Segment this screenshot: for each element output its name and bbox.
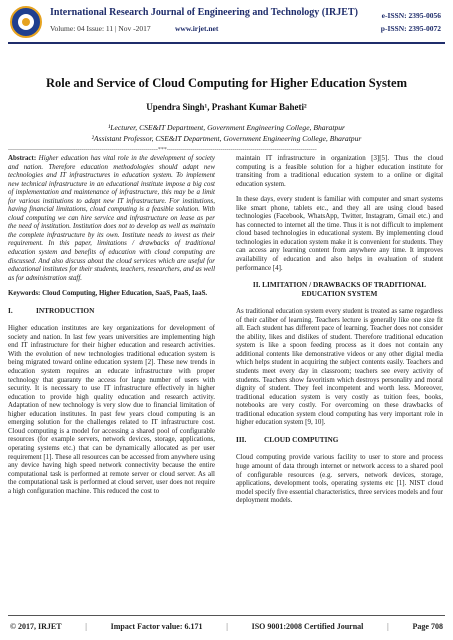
issn-block bbox=[381, 9, 441, 35]
limitations-text: As traditional education system every student is treated as same regardless of their caliber of learning. Teachers lecture is generally like one size fit all. Each student has different pace of learning. Teacher does not consider the ability, likes and dislikes of student. Therefore traditional education system is like a spoon feeding process as it does not contain any additional contents like demonstrative videos or any other digital media which helps student in acquiring the subject contents easily. Teachers and students meet every day in classroom; teachers see every activity of students. Teachers show favoritism which destroys personality and moral dignity of student. They feel incompetent and worth less. Moreover, traditional education system is very costly as tuition fees, books, notebooks are very costly. For overcoming on these drawbacks of traditional education system cloud computing has very important role in higher education system [9, 10]. bbox=[236, 307, 443, 427]
journal-logo-icon bbox=[10, 6, 42, 38]
footer-text bbox=[10, 622, 443, 631]
pissn: p-ISSN: 2395-0072 bbox=[380, 24, 441, 33]
page-footer bbox=[0, 614, 453, 640]
journal-website[interactable]: www.irjet.net bbox=[175, 24, 219, 33]
section-heading-limitations: II. LIMITATION / DRAWBACKS OF TRADITIONAL EDUCATION SYSTEM bbox=[252, 280, 427, 298]
footer-rule bbox=[8, 615, 445, 616]
footer-separator: | bbox=[85, 622, 87, 631]
journal-name: International Research Journal of Engineering and Technology (IRJET) bbox=[50, 7, 358, 18]
footer-impact-factor: Impact Factor value: 6.171 bbox=[110, 622, 203, 631]
footer-separator: | bbox=[226, 622, 228, 631]
left-column bbox=[8, 154, 215, 502]
keywords: Keywords: Cloud Computing, Higher Education, SaaS, PaaS, IaaS. bbox=[8, 289, 208, 298]
right-column bbox=[236, 154, 443, 512]
footer-iso: ISO 9001:2008 Certified Journal bbox=[251, 622, 364, 631]
footer-copyright: © 2017, IRJET bbox=[10, 622, 62, 631]
section-heading-cloud-computing bbox=[236, 436, 443, 445]
footer-separator: | bbox=[387, 622, 389, 631]
section-number: III. bbox=[236, 434, 247, 444]
section-number: I. bbox=[8, 305, 13, 315]
eissn: e-ISSN: 2395-0056 bbox=[381, 11, 441, 20]
affiliation-1: ¹Lecturer, CSE&IT Department, Government Engineering College, Bharatpur bbox=[107, 123, 346, 132]
cloud-computing-text: Cloud computing provide various facility to user to store and process huge amount of data through internet or network access to a shared pool of configurable resources (e.g. servers, network devices, storage, applications, development tools, operating systems etc [1]. NIST cloud model specify five essential characteristics, three services models and four deployment models. bbox=[236, 453, 443, 505]
header-rule bbox=[8, 42, 445, 44]
paper-authors: Upendra Singh¹, Prashant Kumar Baheti² bbox=[146, 102, 307, 112]
affiliation-2: ²Assistant Professor, CSE&IT Department, Government Engineering College, Bharatpur bbox=[91, 134, 362, 143]
section-divider: ---------------------------------------------------------------------------***--------------------------------------------------------------------------- bbox=[8, 147, 317, 153]
abstract-text: Higher education has vital role in the development of society and nation. Therefore education methodologies should adapt new technologies and IT infrastructures in education system. To implement new technical infrastructure in an educational institute impose a big cost of implementation and maintenance of infrastructure, this may be a limit for various institutions to adapt new IT infrastructure. For institutions, having financial limitations, cloud computing is a feasible solution. With cloud computing we can hire service and infrastructure on lease as per the need of institution. Institution does not to develop as well as maintain the complete infrastructure by its own. Institute needs to invest as their requirement. In this paper, limitations / drawbacks of traditional education system and benefits of education with cloud computing are discussed. And also discuss about the cloud services which are useful for educational institutes for their students, teachers, researchers, and as well as for administration staff. bbox=[8, 154, 215, 282]
abstract bbox=[8, 154, 215, 282]
section-title: INTRODUCTION bbox=[36, 305, 95, 315]
footer-page-number: Page 708 bbox=[412, 622, 443, 631]
paragraph: In these days, every student is familiar with computer and smart systems like smart phone, tablets etc., and they all are using cloud based technologies (Facebook, WhatsApp, Twitter, Instagram, Gmail etc.) and has connected to internet all the time. Thus it is not difficult to implement cloud based technologies in educational system. By implementing cloud technologies in education system make it is convenient for students. They can access any learning content from anywhere any time. It improves availability of education and also helps in evaluation of student performance [4]. bbox=[236, 195, 443, 272]
abstract-label: Abstract: bbox=[8, 154, 37, 162]
volume-issue: Volume: 04 Issue: 11 | Nov -2017 bbox=[50, 24, 151, 33]
section-heading-introduction bbox=[8, 307, 215, 316]
paragraph: maintain IT infrastructure in organization [3][5]. Thus the cloud computing is a feasible solution for a higher education institute for transiting from a traditional education system to a online or digital education system. bbox=[236, 154, 443, 188]
paper-title: Role and Service of Cloud Computing for Higher Education System bbox=[45, 76, 407, 90]
journal-header bbox=[0, 0, 453, 44]
introduction-text: Higher education institutes are key organizations for development of society and nation. In last few years universities are implementing high end IT infrastructure for their higher education and research activities. With the evolution of new technologies traditional education system is being migrated toward online education system [2]. These new trends in education system requires an educate infrastructure with proper technology that guaranty the access for large number of users with security. It is necessary to use IT infrastructure effectively in higher education to provide high quality education and research activity. Adaptation of new technology is very slow due to financial limitation of higher education institutes. In past few years cloud computing is an emerging solution for the challenges related to IT infrastructure cost. Cloud computing is a model for accessing a shared pool of configurable resources (for example servers, network devices, storage, applications, operating systems etc.) that can be dynamically allocated as per user requirement [1]. These all resources can be accessed from anywhere using any device having high speed network connectivity because the entire computational task is performed at remote server or cloud server. As all the computational task is performed at cloud server, user does not require a high configuration machine. This reduced the cost to bbox=[8, 324, 215, 495]
section-title: CLOUD COMPUTING bbox=[264, 434, 339, 444]
